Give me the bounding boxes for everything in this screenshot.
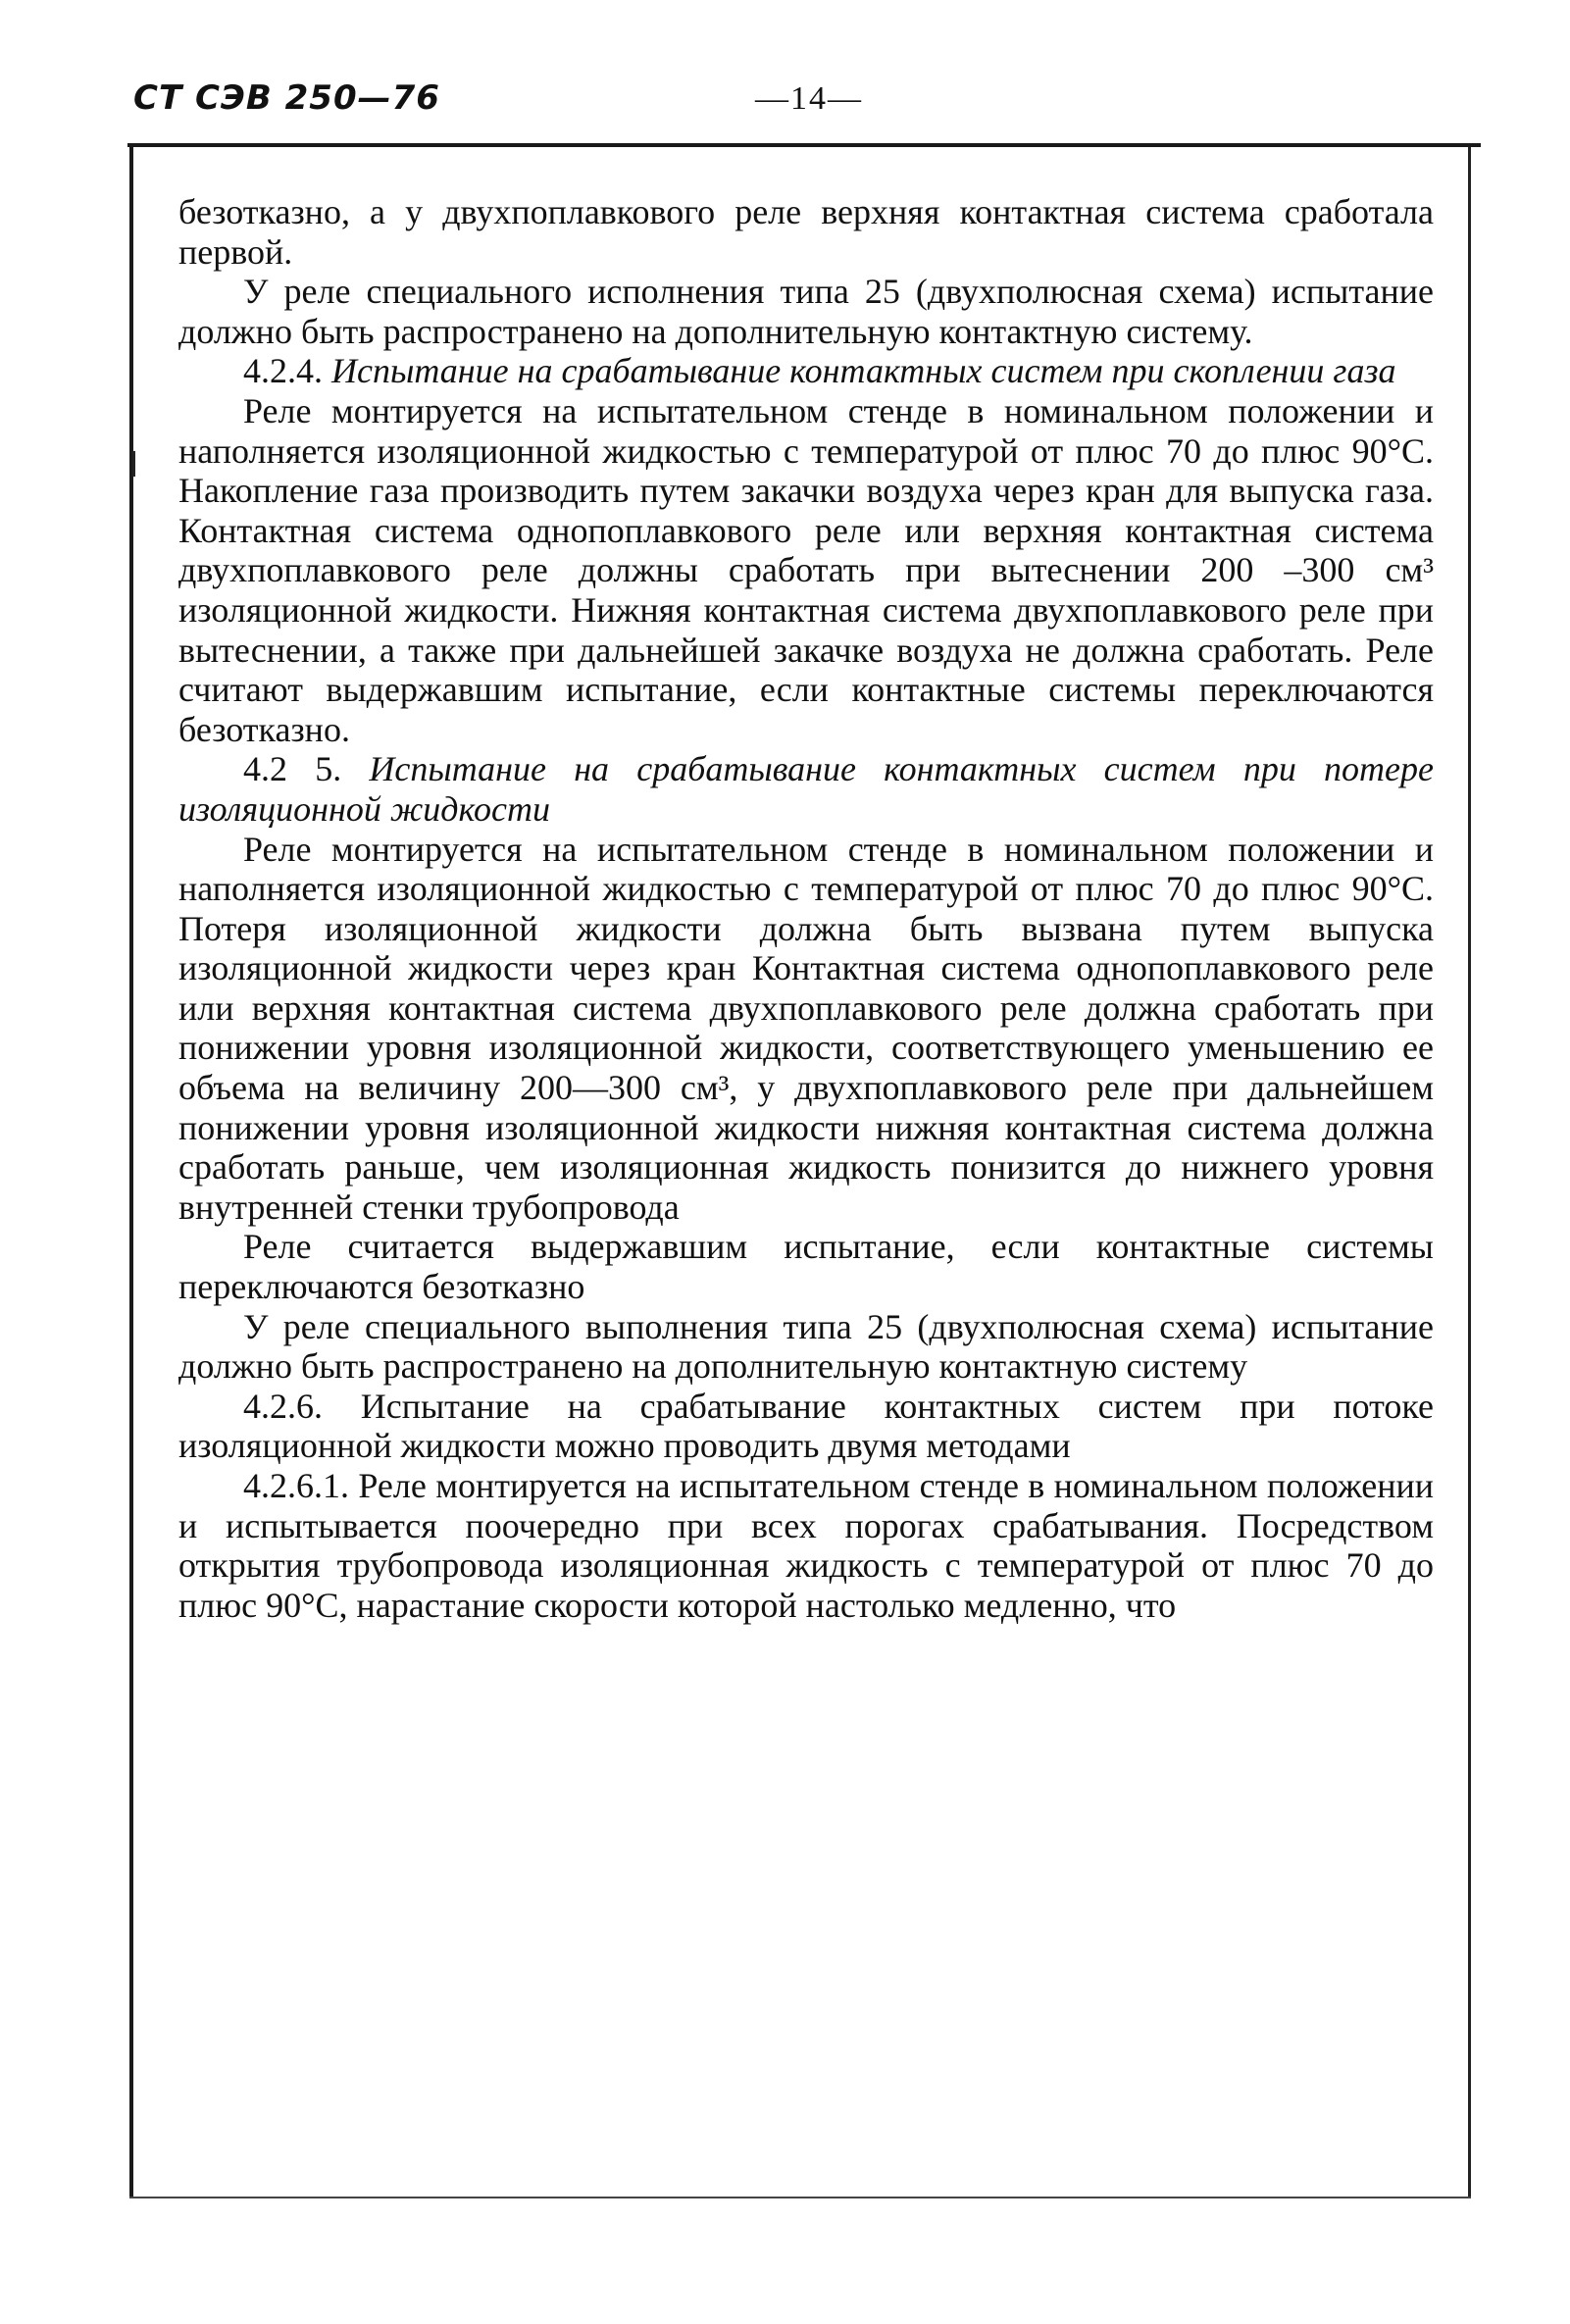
document-code: СТ СЭВ 250—76 xyxy=(133,78,440,118)
page-number: —14— xyxy=(755,80,863,117)
right-border-line xyxy=(1468,147,1471,2197)
paragraph-continuation: безотказно, а у двухпоплавкового реле верхняя контактная система сработала первой. xyxy=(178,192,1434,272)
paragraph-gas-test: Реле монтируется на испытательном стенде в номинальном положении и наполняется изоляционной жидкостью с температурой от плюс 70 до плюс 90°С. Накопление газа производить путем закачки воздуха через кран для выпуска газа. Контактная система однопоплавкового реле или верхняя контактная система двухпоплавкового реле должны сработать при вытеснении 200 –300 см³ изоляционной жидкости. Нижняя контактная система двухпоплавкового реле при вытеснении, а также при дальнейшей закачке воздуха не должна сработать. Реле считают выдержавшим испытание, если контактные системы переключаются безотказно. xyxy=(178,390,1434,749)
page-body xyxy=(178,192,1434,1625)
section-number: 4.2 5. xyxy=(243,749,342,789)
margin-mark xyxy=(132,451,135,477)
page-header xyxy=(0,0,1570,147)
section-title: Испытание на срабатывание контактных систем при скоплении газа xyxy=(331,351,1396,391)
section-number: 4.2.4. xyxy=(243,351,323,391)
bottom-rule xyxy=(129,2197,1471,2198)
section-heading-4-2-4 xyxy=(178,351,1434,391)
paragraph-type25-note: У реле специального исполнения типа 25 (двухполюсная схема) испытание должно быть распространено на дополнительную контактную систему. xyxy=(178,272,1434,351)
section-4-2-6: 4.2.6. Испытание на срабатывание контактных систем при потоке изоляционной жидкости можно проводить двумя методами xyxy=(178,1386,1434,1466)
section-title: Испытание на срабатывание контактных систем при потере изоляционной жидкости xyxy=(178,749,1434,829)
top-rule xyxy=(127,143,1481,147)
section-heading-4-2-5 xyxy=(178,749,1434,829)
paragraph-fluid-loss-test: Реле монтируется на испытательном стенде в номинальном положении и наполняется изоляционной жидкостью с температурой от плюс 70 до плюс 90°С. Потеря изоляционной жидкости должна быть вызвана путем выпуска изоляционной жидкости через кран Контактная система однопоплавкового реле или верхняя контактная система двухпоплавкового реле должна сработать при понижении уровня изоляционной жидкости, соответствующего уменьшению ее объема на величину 200—300 см³, у двухпоплавкового реле при дальнейшем понижении уровня изоляционной жидкости нижняя контактная система должна сработать раньше, чем изоляционная жидкость понизится до нижнего уровня внутренней стенки трубопровода xyxy=(178,829,1434,1227)
section-4-2-6-1: 4.2.6.1. Реле монтируется на испытательном стенде в номинальном положении и испытывается поочередно при всех порогах срабатывания. Посредством открытия трубопровода изоляционная жидкость с температурой от плюс 70 до плюс 90°С, нарастание скорости которой настолько медленно, что xyxy=(178,1466,1434,1625)
paragraph-pass-criterion: Реле считается выдержавшим испытание, если контактные системы переключаются безотказно xyxy=(178,1227,1434,1307)
paragraph-type25-note-2: У реле специального выполнения типа 25 (двухполюсная схема) испытание должно быть распространено на дополнительную контактную систему xyxy=(178,1306,1434,1387)
